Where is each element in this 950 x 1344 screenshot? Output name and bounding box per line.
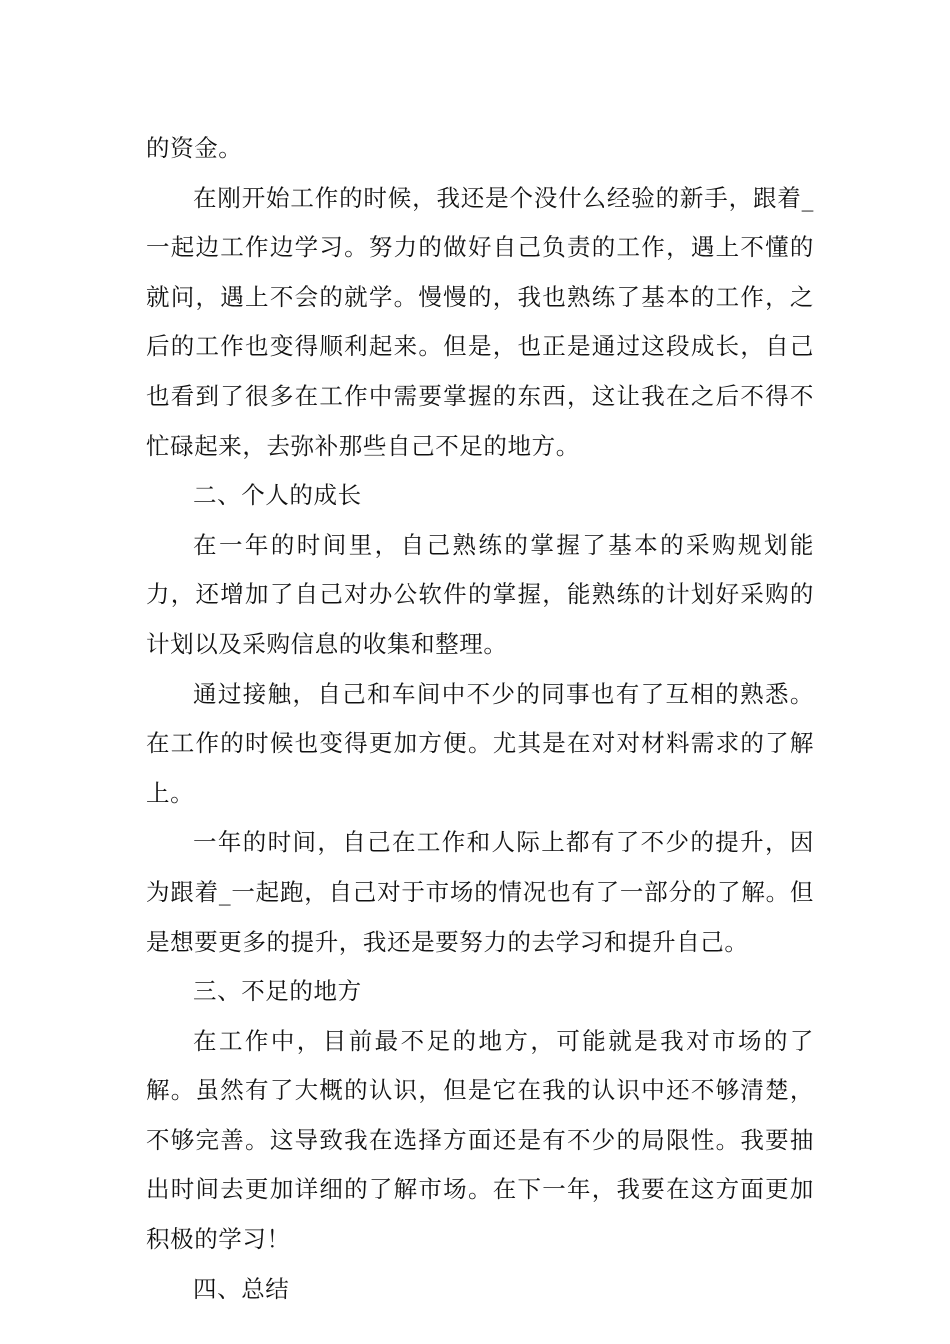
paragraph-continuation: 的资金。 (146, 134, 243, 162)
paragraph-early-work: 在刚开始工作的时候，我还是个没什么经验的新手，跟着_一起边工作边学习。努力的做好自己负责的工作，遇上不懂的就问，遇上不会的就学。慢慢的，我也熟练了基本的工作，之后的工作也变得顺利起来。但是，也正是通过这段成长，自己也看到了很多在工作中需要掌握的东西，这让我在之后不得不忙碌起来，去弥补那些自己不足的地方。 (146, 183, 814, 460)
paragraph-market-knowledge: 在工作中，目前最不足的地方，可能就是我对市场的了解。虽然有了大概的认识，但是它在我的认识中还不够清楚，不够完善。这导致我在选择方面还是有不少的局限性。我要抽出时间去更加详细的了解市场。在下一年，我要在这方面更加积极的学习！ (146, 1026, 814, 1254)
section-heading-summary: 四、总结 (193, 1274, 290, 1303)
paragraph-skills: 在一年的时间里，自己熟练的掌握了基本的采购规划能力，还增加了自己对办公软件的掌握，能熟练的计划好采购的计划以及采购信息的收集和整理。 (146, 530, 814, 658)
document-body (146, 124, 814, 1314)
paragraph-year-progress: 一年的时间，自己在工作和人际上都有了不少的提升，因为跟着_一起跑，自己对于市场的情况也有了一部分的了解。但是想要更多的提升，我还是要努力的去学习和提升自己。 (146, 828, 814, 956)
section-heading-personal-growth: 二、个人的成长 (193, 481, 362, 510)
paragraph-colleagues: 通过接触，自己和车间中不少的同事也有了互相的熟悉。在工作的时候也变得更加方便。尤其是在对对材料需求的了解上。 (146, 679, 814, 807)
section-heading-shortcomings: 三、不足的地方 (193, 977, 362, 1006)
